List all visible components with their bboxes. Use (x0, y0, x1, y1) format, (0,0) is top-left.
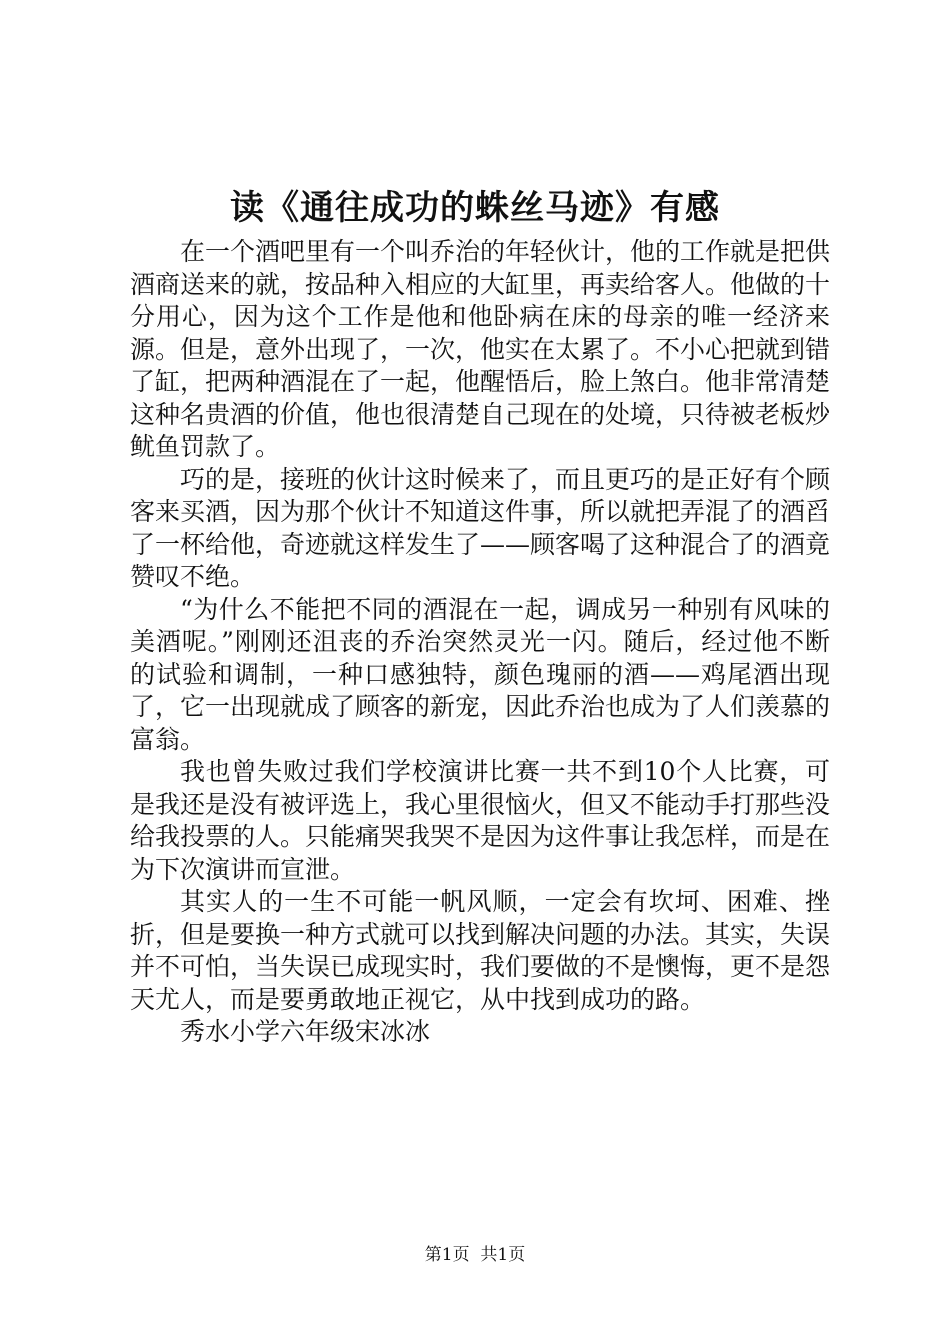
paragraph: 在一个酒吧里有一个叫乔治的年轻伙计，他的工作就是把供酒商送来的就，按品种入相应的大缸里，再卖给客人。他做的十分用心，因为这个工作是他和他卧病在床的母亲的唯一经济来源。但是，意外出现了，一次，他实在太累了。不小心把就到错了缸，把两种酒混在了一起，他醒悟后，脸上煞白。他非常清楚这种名贵酒的价值，他也很清楚自己现在的处境，只待被老板炒鱿鱼罚款了。 (130, 237, 831, 461)
page-number: 第1页 (424, 1245, 470, 1265)
author-signature: 秀水小学六年级宋冰冰 (180, 1017, 431, 1046)
document-body (130, 236, 830, 1049)
paragraph: 巧的是，接班的伙计这时候来了，而且更巧的是正好有个顾客来买酒，因为那个伙计不知道这件事，所以就把弄混了的酒舀了一杯给他，奇迹就这样发生了——顾客喝了这种混合了的酒竟赞叹不绝。 (130, 464, 831, 591)
paragraph: 其实人的一生不可能一帆风顺，一定会有坎坷、困难、挫折，但是要换一种方式就可以找到解决问题的办法。其实，失误并不可怕，当失误已成现实时，我们要做的不是懊悔，更不是怨天尤人，而是要勇敢地正视它，从中找到成功的路。 (130, 887, 831, 1014)
document-title: 读《通往成功的蛛丝马迹》有感 (230, 188, 720, 228)
paragraph: 我也曾失败过我们学校演讲比赛一共不到10个人比赛，可是我还是没有被评选上，我心里很恼火，但又不能动手打那些没给我投票的人。只能痛哭我哭不是因为这件事让我怎样，而是在为下次演讲而宣泄。 (130, 757, 831, 884)
page-total: 共1页 (480, 1245, 526, 1265)
footer-separator (470, 1245, 481, 1265)
paragraph: “为什么不能把不同的酒混在一起，调成另一种别有风味的美酒呢。”刚刚还沮丧的乔治突然灵光一闪。随后，经过他不断的试验和调制，一种口感独特，颜色瑰丽的酒——鸡尾酒出现了，它一出现就成了顾客的新宠，因此乔治也成为了人们羡慕的富翁。 (130, 594, 831, 754)
page-footer (0, 1243, 950, 1267)
